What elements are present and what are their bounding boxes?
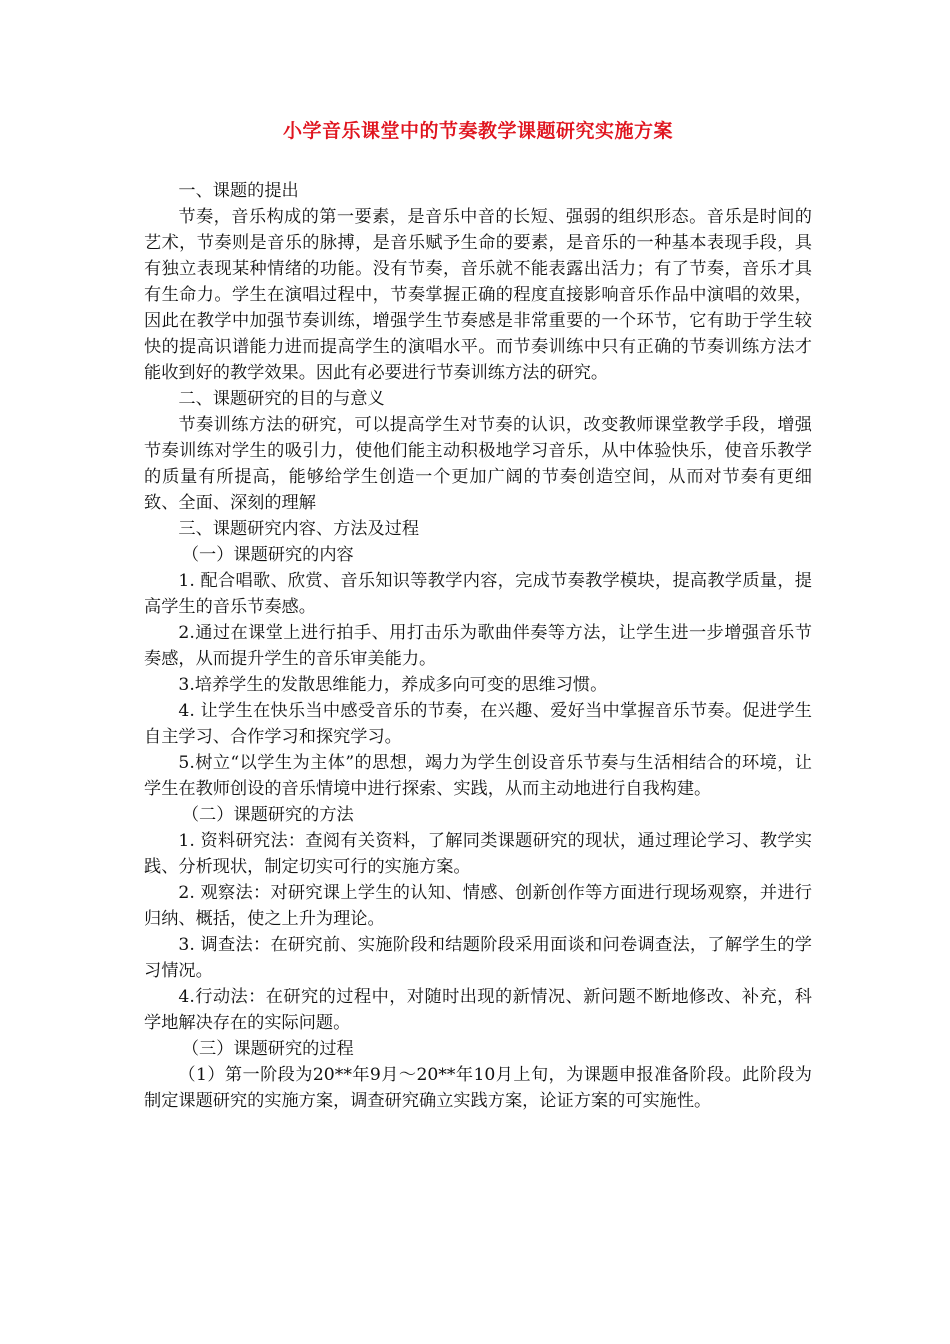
subsection-heading: （三）课题研究的过程 bbox=[181, 1039, 354, 1059]
section-heading: 三、课题研究内容、方法及过程 bbox=[178, 519, 420, 539]
subsection-heading: （一）课题研究的内容 bbox=[181, 545, 354, 565]
list-paragraph: 3. 调查法：在研究前、实施阶段和结题阶段采用面谈和问卷调查法，了解学生的学习情况。 bbox=[144, 935, 812, 981]
list-paragraph: 2. 观察法：对研究课上学生的认知、情感、创新创作等方面进行现场观察，并进行归纳、概括，使之上升为理论。 bbox=[144, 883, 812, 929]
list-paragraph: 3.培养学生的发散思维能力，养成多向可变的思维习惯。 bbox=[178, 675, 608, 695]
subsection-heading: （二）课题研究的方法 bbox=[181, 805, 354, 825]
body-paragraph: 节奏，音乐构成的第一要素，是音乐中音的长短、强弱的组织形态。音乐是时间的艺术，节奏则是音乐的脉搏，是音乐赋予生命的要素，是音乐的一种基本表现手段，具有独立表现某种情绪的功能。没有节奏，音乐就不能表露出活力；有了节奏，音乐才具有生命力。学生在演唱过程中，节奏掌握正确的程度直接影响音乐作品中演唱的效果，因此在教学中加强节奏训练，增强学生节奏感是非常重要的一个环节，它有助于学生较快的提高识谱能力进而提高学生的演唱水平。而节奏训练中只有正确的节奏训练方法才能收到好的教学效果。因此有必要进行节奏训练方法的研究。 bbox=[144, 207, 812, 383]
body-paragraph: 节奏训练方法的研究，可以提高学生对节奏的认识，改变教师课堂教学手段，增强节奏训练对学生的吸引力，使他们能主动积极地学习音乐，从中体验快乐，使音乐教学的质量有所提高，能够给学生创造一个更加广阔的节奏创造空间，从而对节奏有更细致、全面、深刻的理解 bbox=[144, 415, 812, 513]
list-paragraph: 1. 配合唱歌、欣赏、音乐知识等教学内容，完成节奏教学模块，提高教学质量，提高学生的音乐节奏感。 bbox=[144, 571, 812, 617]
list-paragraph: 2.通过在课堂上进行拍手、用打击乐为歌曲伴奏等方法，让学生进一步增强音乐节奏感，从而提升学生的音乐审美能力。 bbox=[144, 623, 812, 669]
list-paragraph: 4.行动法：在研究的过程中，对随时出现的新情况、新问题不断地修改、补充，科学地解决存在的实际问题。 bbox=[144, 987, 812, 1033]
document-page bbox=[144, 118, 812, 1114]
list-paragraph: 5.树立“以学生为主体”的思想，竭力为学生创设音乐节奏与生活相结合的环境，让学生在教师创设的音乐情境中进行探索、实践，从而主动地进行自我构建。 bbox=[144, 753, 812, 799]
document-title: 小学音乐课堂中的节奏教学课题研究实施方案 bbox=[282, 120, 673, 142]
list-paragraph: 1. 资料研究法：查阅有关资料，了解同类课题研究的现状，通过理论学习、教学实践、分析现状，制定切实可行的实施方案。 bbox=[144, 831, 812, 877]
section-heading: 一、课题的提出 bbox=[178, 181, 299, 201]
body-paragraph: （1）第一阶段为20**年9月～20**年10月上旬，为课题申报准备阶段。此阶段为制定课题研究的实施方案，调查研究确立实践方案，论证方案的可实施性。 bbox=[144, 1065, 812, 1111]
list-paragraph: 4. 让学生在快乐当中感受音乐的节奏，在兴趣、爱好当中掌握音乐节奏。促进学生自主学习、合作学习和探究学习。 bbox=[144, 701, 812, 747]
section-heading: 二、课题研究的目的与意义 bbox=[178, 389, 385, 409]
